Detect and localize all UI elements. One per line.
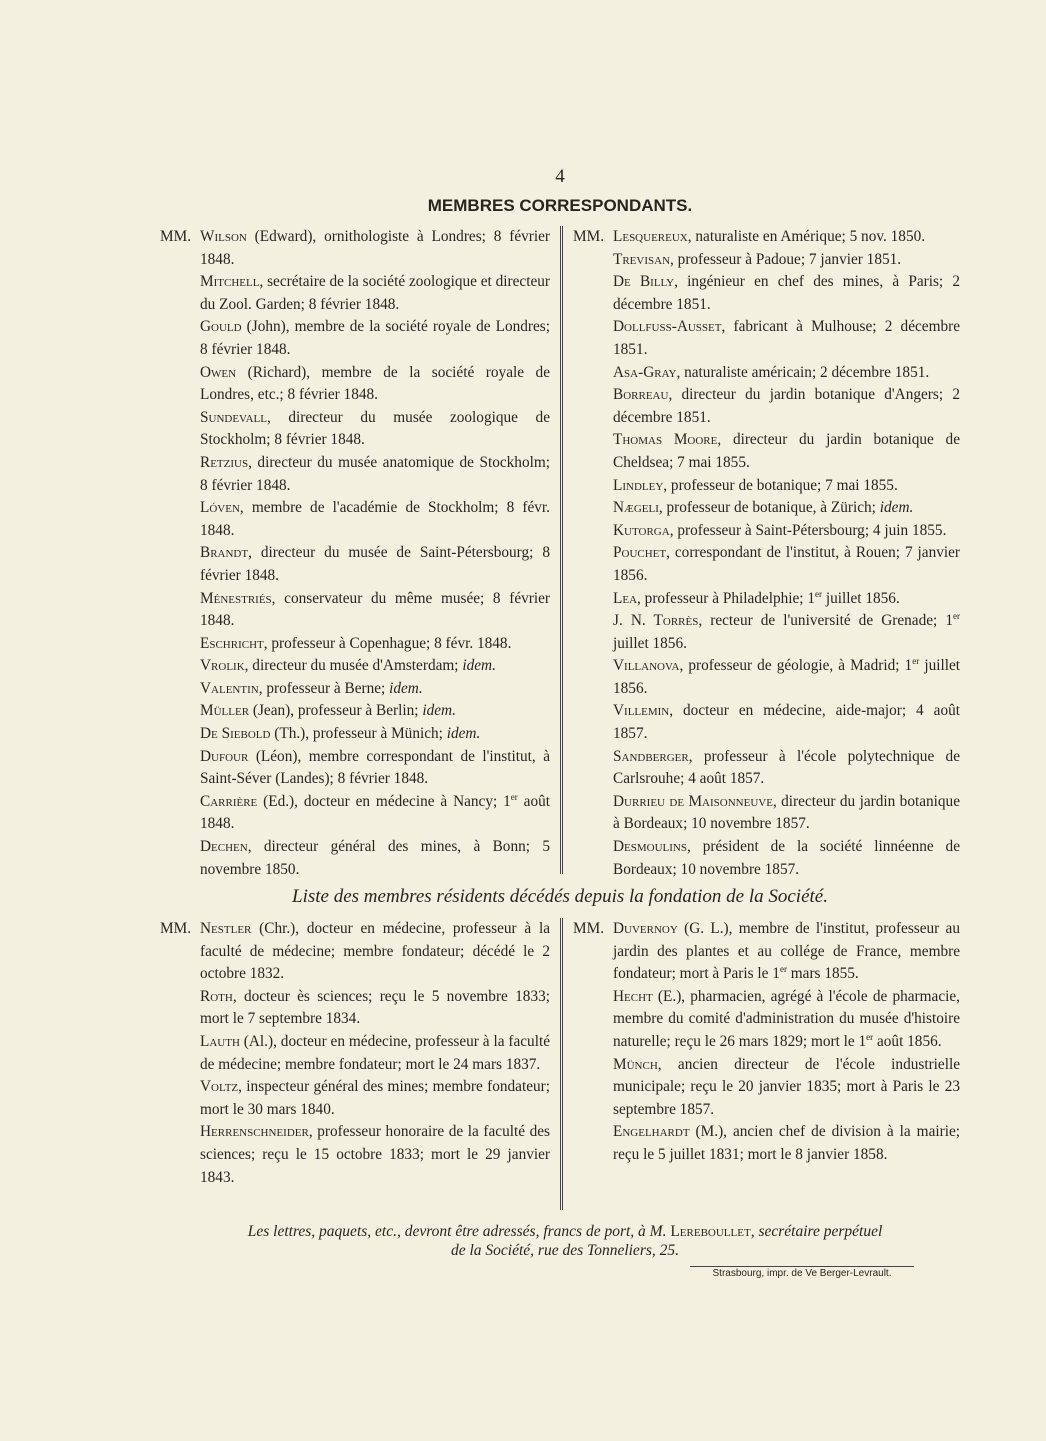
member-entry: [160, 1121, 550, 1189]
member-entry: [573, 271, 960, 316]
member-entry: [573, 475, 960, 498]
member-name: Pouchet: [613, 544, 667, 562]
member-name: Villemin: [613, 702, 670, 720]
member-details: , conservateur du même musée; 8 février 1848.: [200, 589, 550, 630]
member-name: Lauth: [200, 1032, 240, 1050]
member-name: Kutorga: [613, 521, 670, 539]
mm-prefix: MM.: [160, 920, 192, 937]
member-entry: [573, 497, 960, 520]
member-entry: [160, 452, 550, 497]
member-entry: [160, 271, 550, 316]
member-name: Wilson: [200, 228, 247, 245]
member-name: Sundevall: [200, 408, 267, 426]
member-name: Dollfuss-Ausset: [613, 318, 722, 336]
member-entry: [573, 542, 960, 587]
member-entry: [573, 384, 960, 429]
member-details: (Richard), membre de la société royale de Londres, etc.; 8 février 1848.: [200, 363, 550, 404]
member-details: , directeur du musée de Saint-Pétersbourg; 8 février 1848.: [200, 544, 550, 584]
member-entry: [160, 407, 550, 452]
member-entry: [160, 542, 550, 587]
member-details: , directeur du musée d'Amsterdam;: [244, 657, 463, 675]
member-name: Voltz: [200, 1078, 239, 1096]
member-entry: [573, 918, 960, 986]
member-details: (M.), ancien chef de division à la mairie; reçu le 5 juillet 1831; mort le 8 janvier 1858.: [613, 1123, 960, 1163]
member-name: Thomas Moore: [613, 431, 718, 449]
member-details: , président de la société linnéenne de Bordeaux; 10 novembre 1857.: [613, 838, 960, 878]
member-entry: [160, 986, 550, 1031]
member-entry: [160, 1031, 550, 1076]
member-entry: [160, 1076, 550, 1121]
member-entry: [573, 1121, 960, 1166]
mm-prefix: MM.: [573, 228, 605, 245]
member-name: Lea: [613, 589, 638, 607]
member-entry: [160, 678, 550, 701]
member-entry: [160, 588, 550, 633]
member-name: Retzius: [200, 453, 249, 471]
member-entry: [573, 655, 960, 700]
member-details: , directeur général des mines, à Bonn; 5 novembre 1850.: [200, 838, 550, 878]
member-entry: [573, 986, 960, 1054]
member-entry: [573, 588, 960, 611]
member-details: (Jean), professeur à Berlin;: [249, 702, 423, 720]
member-entry: [573, 316, 960, 361]
member-name: Owen: [200, 363, 237, 381]
deceased-columns: [160, 918, 960, 1210]
member-name: Gould: [200, 318, 242, 336]
member-name: Borreau: [613, 386, 669, 404]
mm-prefix: MM.: [160, 228, 192, 245]
deceased-list-title: Liste des membres résidents décédés depuis la fondation de la Société.: [292, 886, 828, 907]
member-entry: [160, 791, 550, 836]
footer-note: [170, 1222, 960, 1260]
member-entry: [573, 429, 960, 474]
member-details: , secrétaire de la société zoologique et directeur du Zool. Garden; 8 février 1848.: [200, 273, 550, 313]
member-entry: [573, 362, 960, 385]
member-name: Nægeli: [613, 499, 659, 517]
member-details: , fabricant à Mulhouse; 2 décembre 1851.: [613, 318, 960, 358]
member-name: Lesquereux: [613, 228, 688, 245]
member-details: (Ed.), docteur en médecine à Nancy; 1er août 1848.: [200, 791, 550, 833]
member-details: , directeur du musée anatomique de Stockholm; 8 février 1848.: [200, 453, 550, 494]
member-details: , directeur du jardin botanique de Cheldsea; 7 mai 1855.: [613, 431, 960, 471]
deceased-right-column: [560, 918, 960, 1210]
member-details: , correspondant de l'institut, à Rouen; 7 janvier 1856.: [613, 544, 960, 584]
member-details: , naturaliste américain; 2 décembre 1851.: [676, 363, 930, 381]
member-entry: [160, 633, 550, 656]
member-entry: [573, 520, 960, 543]
member-name: Müller: [200, 702, 250, 720]
member-entry: [160, 362, 550, 407]
member-details: , inspecteur général des mines; membre fondateur; mort le 30 mars 1840.: [200, 1078, 550, 1118]
printer-rule: [690, 1266, 914, 1267]
member-entry: [573, 610, 960, 655]
member-name: Engelhardt: [613, 1123, 690, 1141]
member-name: Durrieu de Maisonneuve: [613, 792, 773, 810]
member-details: (Léon), membre correspondant de l'institut, à Saint-Séver (Landes); 8 février 1848.: [200, 747, 550, 788]
correspondants-left-column: [160, 226, 560, 878]
member-details: (G. L.), membre de l'institut, professeur au jardin des plantes et au collége de France, membre fondateur; mort à Paris le 1er mars 1855.: [613, 920, 960, 983]
member-details: , docteur ès sciences; reçu le 5 novembre 1833; mort le 7 septembre 1834.: [200, 987, 550, 1028]
member-name: Nestler: [200, 920, 252, 937]
member-name: Desmoulins: [613, 838, 687, 856]
member-name: Münch: [613, 1055, 658, 1073]
member-entry: [573, 700, 960, 745]
member-details: , ancien directeur de l'école industrielle municipale; reçu le 20 janvier 1835; mort à Paris le 23 septembre 1857.: [613, 1055, 960, 1118]
member-details: , directeur du jardin botanique d'Angers; 2 décembre 1851.: [613, 386, 960, 426]
footer-line2: de la Société, rue des Tonneliers, 25.: [450, 1242, 680, 1259]
printer-imprint: Strasbourg, impr. de Ve Berger-Levrault.: [712, 1268, 892, 1279]
member-entry: [160, 316, 550, 361]
member-details: , professeur de botanique; 7 mai 1855.: [663, 476, 898, 494]
member-details: (Edward), ornithologiste à Londres; 8 février 1848.: [200, 228, 550, 268]
member-entry: [160, 226, 550, 271]
member-details: , docteur en médecine, aide-major; 4 août 1857.: [613, 702, 960, 743]
member-entry: [573, 836, 960, 881]
member-details: , recteur de l'université de Grenade; 1er juillet 1856.: [613, 611, 960, 652]
member-name: Duvernoy: [613, 920, 678, 937]
member-name: Herrenschneider: [200, 1123, 309, 1141]
member-name: Eschricht: [200, 634, 264, 652]
member-name: De Billy: [613, 273, 675, 291]
section-title: MEMBRES CORRESPONDANTS.: [427, 196, 693, 215]
member-details: (Al.), docteur en médecine, professeur à la faculté de médecine; membre fondateur; mort le 24 mars 1837.: [200, 1032, 550, 1073]
member-name: Mitchell: [200, 273, 260, 291]
correspondants-columns: [160, 226, 961, 878]
member-name: Trevisan: [613, 250, 671, 268]
member-details: , professeur à Berne;: [258, 679, 390, 697]
member-name: Lindley: [613, 476, 664, 494]
member-name: Sandberger: [613, 747, 689, 765]
deceased-left-column: [160, 918, 560, 1210]
member-details: (John), membre de la société royale de Londres; 8 février 1848.: [200, 318, 550, 358]
member-idem: idem.: [422, 702, 456, 720]
member-entry: [160, 655, 550, 678]
member-details: (Chr.), docteur en médecine, professeur à la faculté de médecine; membre fondateur; décédé le 2 octobre 1832.: [200, 920, 550, 983]
member-details: , directeur du jardin botanique à Bordeaux; 10 novembre 1857.: [613, 792, 960, 833]
member-entry: [160, 918, 550, 986]
member-idem: idem.: [879, 499, 914, 517]
member-details: (Th.), professeur à Münich;: [270, 725, 447, 743]
member-details: , professeur de botanique, à Zürich;: [658, 499, 880, 517]
footer-secretary-name: Lereboullet: [670, 1223, 751, 1240]
footer-line1-b: , secrétaire perpétuel: [750, 1223, 883, 1240]
member-entry: [160, 497, 550, 542]
member-name: Roth: [200, 987, 233, 1005]
member-details: , ingénieur en chef des mines, à Paris; 2 décembre 1851.: [613, 273, 960, 313]
member-details: , professeur à l'école polytechnique de Carlsrouhe; 4 août 1857.: [613, 747, 960, 788]
member-name: Asa-Gray: [613, 363, 677, 381]
member-details: , directeur du musée zoologique de Stockholm; 8 février 1848.: [200, 408, 550, 449]
member-details: , naturaliste en Amérique; 5 nov. 1850.: [687, 228, 926, 245]
member-name: Dufour: [200, 747, 249, 765]
member-name: De Siebold: [200, 725, 271, 743]
member-entry: [573, 249, 960, 272]
member-name: Vrolik: [200, 657, 245, 675]
member-entry: [573, 746, 960, 791]
footer-line1-a: Les lettres, paquets, etc., devront être adressés, francs de port, à M.: [247, 1223, 671, 1240]
mm-prefix: MM.: [573, 920, 605, 937]
member-details: , professeur à Padoue; 7 janvier 1851.: [670, 250, 902, 268]
member-details: , professeur de géologie, à Madrid; 1er juillet 1856.: [613, 656, 961, 697]
page-number: 4: [555, 166, 565, 187]
member-name: Lóven: [200, 499, 240, 517]
member-name: J. N. Torrès: [613, 612, 699, 630]
member-entry: [573, 791, 960, 836]
member-entry: [160, 746, 550, 791]
member-idem: idem.: [446, 725, 481, 743]
member-name: Carrière: [200, 792, 258, 810]
member-details: , membre de l'académie de Stockholm; 8 févr. 1848.: [200, 499, 550, 539]
correspondants-right-column: [560, 226, 961, 878]
member-entry: [160, 836, 550, 881]
member-entry: [573, 1054, 960, 1122]
member-entry: [160, 700, 550, 723]
member-name: Valentin: [200, 679, 259, 697]
member-name: Brandt: [200, 544, 249, 562]
member-details: (E.), pharmacien, agrégé à l'école de pharmacie, membre du comité d'administration du musée d'histoire naturelle; reçu le 26 mars 1829; mort le 1er août 1856.: [613, 987, 960, 1050]
member-idem: idem.: [462, 657, 496, 675]
member-name: Ménestriés: [200, 589, 272, 607]
member-idem: idem.: [389, 679, 423, 697]
member-name: Dechen: [200, 838, 248, 856]
member-entry: [573, 226, 960, 249]
member-details: , professeur à Copenhague; 8 févr. 1848.: [263, 634, 512, 652]
member-name: Villanova: [613, 657, 680, 675]
member-details: , professeur à Saint-Pétersbourg; 4 juin 1855.: [669, 521, 947, 539]
member-name: Hecht: [613, 987, 653, 1005]
member-details: , professeur honoraire de la faculté des sciences; reçu le 15 octobre 1833; mort le 29 janvier 1843.: [200, 1123, 550, 1186]
member-entry: [160, 723, 550, 746]
member-details: , professeur à Philadelphie; 1er juillet 1856.: [637, 588, 900, 607]
